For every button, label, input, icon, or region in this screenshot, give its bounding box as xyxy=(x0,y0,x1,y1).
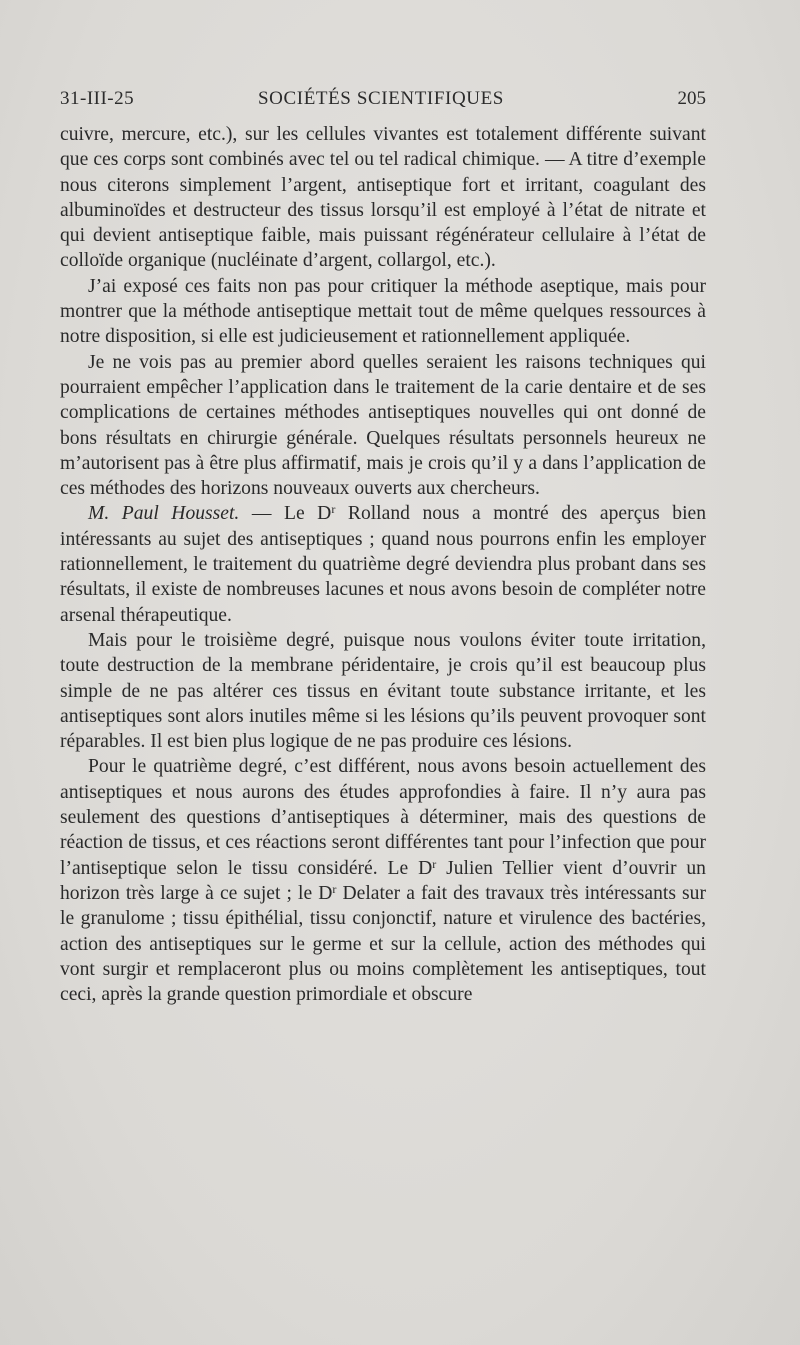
paragraph-4-text-b: Rolland nous a montré des aperçus bien intéressants au sujet des antiseptiques ; quand nous pourrons enfin les employer rationnellement, le traitement du quatrième degré deviendra plus probant dans ses résultats, il existe de nombreuses lacunes et nous avons besoin de compléter notre arsenal thérapeutique. xyxy=(60,503,707,626)
paragraph-4 xyxy=(60,501,706,627)
superscript-r: r xyxy=(331,502,336,517)
superscript-r: r xyxy=(332,881,337,896)
running-header xyxy=(60,88,706,114)
paragraph-6 xyxy=(60,754,706,1007)
superscript-r: r xyxy=(432,856,437,871)
paragraph-6-text-b: Julien Tellier vient d’ouvrir un horizon très large à ce sujet ; le D xyxy=(60,857,706,904)
paragraph-6-text-a: Pour le quatrième degré, c’est différent, nous avons besoin actuellement des antiseptiques et nous aurons des études approfondies à faire. Il n’y aura pas seulement des questions d’antiseptiques à déterminer, mais des questions de réaction de tissus, et ces réactions seront différentes tant pour l’infection que pour l’antiseptique selon le tissu considéré. Le D xyxy=(60,756,706,879)
paragraph-3: Je ne vois pas au premier abord quelles seraient les raisons techniques qui pourraient empêcher l’application dans le traitement de la carie dentaire et de ses complications de certaines méthodes antiseptiques nouvelles qui ont donné de bons résultats en chirurgie générale. Quelques résultats personnels heureux ne m’autorisent pas à être plus affirmatif, mais je crois qu’il y a dans l’application de ces méthodes des horizons nouveaux ouverts aux chercheurs. xyxy=(60,351,706,500)
body-text xyxy=(60,122,706,1007)
header-date: 31-III-25 xyxy=(60,88,135,109)
paragraph-4-text-a: — Le D xyxy=(239,503,332,525)
header-title: SOCIÉTÉS SCIENTIFIQUES xyxy=(258,88,504,109)
paragraph-1: cuivre, mercure, etc.), sur les cellules vivantes est totalement différente suivant que ces corps sont combinés avec tel ou tel radical chimique. — A titre d’exemple nous citerons simplement l’argent, antiseptique fort et irritant, coagulant des albuminoïdes et destructeur des tissus lorsqu’il est employé à l’état de nitrate et qui devient antiseptique faible, mais puissant régénérateur cellulaire à l’état de colloïde organique (nucléinate d’argent, collargol, etc.). xyxy=(60,124,706,272)
speaker-name: M. Paul Housset. xyxy=(88,503,240,525)
paragraph-6-text-c: Delater a fait des travaux très intéressants sur le granulome ; tissu épithélial, tissu conjonctif, nature et virulence des bactéries, action des antiseptiques sur le germe et sur la cellule, action des méthodes qui vont surgir et remplaceront plus ou moins complètement les antiseptiques, tout ceci, après la grande question primordiale et obscure xyxy=(60,882,707,1006)
paragraph-2: J’ai exposé ces faits non pas pour critiquer la méthode aseptique, mais pour montrer que la méthode antiseptique mettait tout de même quelques ressources à notre disposition, si elle est judicieusement et rationnellement appliquée. xyxy=(60,275,706,348)
paragraph-5: Mais pour le troisième degré, puisque nous voulons éviter toute irritation, toute destruction de la membrane péridentaire, je crois qu’il est beaucoup plus simple de ne pas altérer ces tissus en évitant toute substance irritante, et les antiseptiques sont alors inutiles même si les lésions qu’ils peuvent provoquer sont réparables. Il est bien plus logique de ne pas produire ces lésions. xyxy=(60,629,706,753)
page-number: 205 xyxy=(677,88,706,109)
